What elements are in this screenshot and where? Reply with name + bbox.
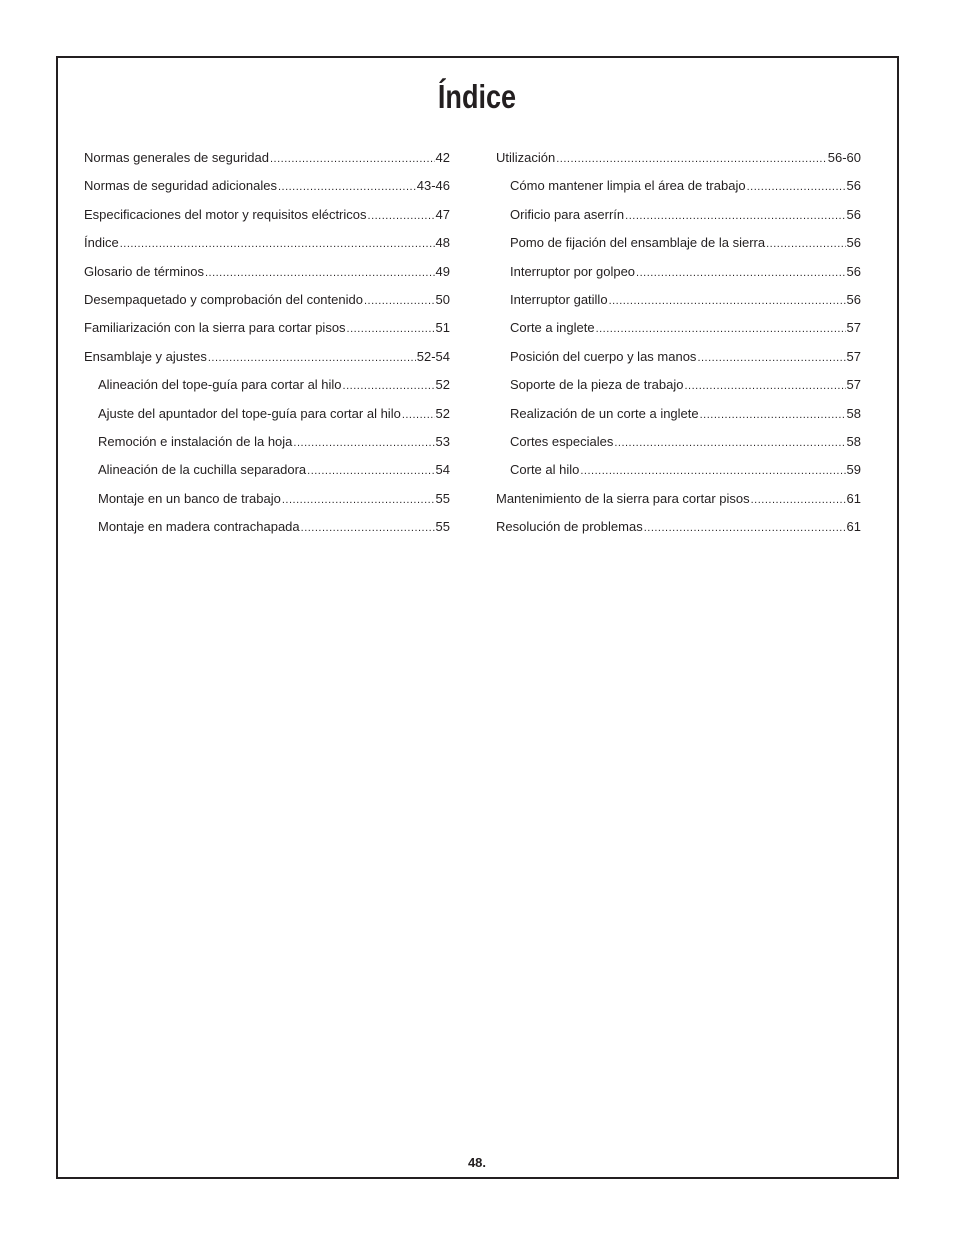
toc-leader-dots [700, 409, 846, 421]
toc-entry-label: Orificio para aserrín [510, 206, 625, 222]
toc-entry[interactable] [496, 491, 861, 519]
toc-entry-label: Resolución de problemas [496, 519, 643, 535]
toc-leader-dots [205, 267, 435, 279]
toc-entry-label: Mantenimiento de la sierra para cortar pisos [496, 490, 750, 506]
toc-entry-label: Normas generales de seguridad [84, 150, 269, 165]
toc-leader-dots [307, 465, 434, 477]
toc-entry-page: 42 [435, 150, 450, 165]
toc-entry-label: Interruptor por golpeo [510, 263, 636, 279]
toc-entry-page: 56 [846, 235, 861, 251]
toc-leader-dots [282, 494, 435, 506]
toc-entry-label: Utilización [496, 150, 556, 165]
toc-leader-dots [644, 522, 846, 534]
toc-entry-page: 55 [435, 519, 450, 535]
page-number: 48. [467, 1155, 487, 1170]
toc-entry[interactable] [496, 406, 861, 434]
page-title: Índice [437, 78, 517, 115]
toc-entry-label: Realización de un corte a inglete [510, 405, 699, 421]
toc-entry-page: 56-60 [827, 150, 861, 165]
toc-entry[interactable] [84, 349, 450, 377]
toc-entry-label: Ensamblaje y ajustes [84, 348, 207, 364]
toc-entry-label: Montaje en madera contrachapada [98, 519, 300, 535]
toc-leader-dots [347, 323, 435, 335]
toc-entry-page: 50 [435, 291, 450, 307]
toc-entry-page: 54 [435, 462, 450, 478]
toc-entry[interactable] [496, 434, 861, 462]
toc-entry[interactable] [84, 462, 450, 490]
toc-entry-page: 43-46 [416, 178, 450, 194]
toc-entry[interactable] [84, 207, 450, 235]
toc-entry-page: 48 [435, 235, 450, 251]
toc-entry-label: Cortes especiales [510, 433, 614, 449]
toc-entry-label: Pomo de fijación del ensamblaje de la sierra [510, 235, 766, 251]
toc-entry-label: Corte al hilo [510, 462, 580, 478]
toc-entry-label: Índice [84, 235, 119, 251]
toc-entry-label: Normas de seguridad adicionales [84, 178, 277, 194]
toc-entry-page: 56 [846, 263, 861, 279]
toc-entry[interactable] [496, 519, 861, 547]
toc-leader-dots [368, 210, 435, 222]
toc-entry-label: Desempaquetado y comprobación del contenido [84, 291, 363, 307]
toc-entry-page: 51 [435, 320, 450, 336]
toc-entry[interactable] [496, 178, 861, 206]
toc-entry-page: 53 [435, 433, 450, 449]
toc-entry-label: Posición del cuerpo y las manos [510, 348, 697, 364]
toc-entry-page: 61 [846, 490, 861, 506]
toc-right-column [496, 150, 861, 547]
toc-entry[interactable] [496, 349, 861, 377]
toc-leader-dots [301, 522, 435, 534]
toc-entry-page: 56 [846, 291, 861, 307]
toc-entry-page: 57 [846, 377, 861, 393]
toc-entry-label: Alineación del tope-guía para cortar al hilo [98, 377, 342, 393]
toc-leader-dots [208, 352, 416, 364]
toc-leader-dots [747, 181, 846, 193]
toc-entry-page: 58 [846, 433, 861, 449]
toc-leader-dots [364, 295, 435, 307]
toc-entry-label: Corte a inglete [510, 320, 595, 336]
toc-leader-dots [684, 380, 845, 392]
toc-leader-dots [402, 409, 435, 421]
toc-entry[interactable] [84, 178, 450, 206]
toc-entry-label: Remoción e instalación de la hoja [98, 433, 293, 449]
toc-entry-page: 52 [435, 405, 450, 421]
toc-entry[interactable] [496, 320, 861, 348]
toc-leader-dots [751, 494, 846, 506]
toc-entry-page: 61 [846, 519, 861, 535]
toc-leader-dots [636, 267, 846, 279]
toc-entry-page: 56 [846, 206, 861, 222]
toc-entry-page: 49 [435, 263, 450, 279]
toc-entry-page: 47 [435, 206, 450, 222]
toc-entry-page: 56 [846, 178, 861, 194]
toc-entry-page: 52 [435, 377, 450, 393]
toc-left-column [84, 150, 450, 547]
toc-entry[interactable] [84, 264, 450, 292]
toc-leader-dots [697, 352, 845, 364]
toc-entry[interactable] [84, 491, 450, 519]
toc-entry-page: 57 [846, 320, 861, 336]
toc-entry-label: Montaje en un banco de trabajo [98, 490, 281, 506]
toc-entry-page: 59 [846, 462, 861, 478]
toc-entry[interactable] [496, 264, 861, 292]
toc-entry[interactable] [496, 462, 861, 490]
toc-entry-page: 55 [435, 490, 450, 506]
toc-entry-page: 52-54 [416, 348, 450, 364]
toc-entry[interactable] [84, 292, 450, 320]
toc-leader-dots [625, 210, 845, 222]
toc-entry-label: Interruptor gatillo [510, 291, 608, 307]
toc-entry-label: Especificaciones del motor y requisitos eléctricos [84, 206, 367, 222]
toc-entry[interactable] [84, 150, 450, 178]
toc-entry[interactable] [84, 434, 450, 462]
toc-entry[interactable] [496, 235, 861, 263]
toc-leader-dots [580, 465, 845, 477]
toc-entry[interactable] [496, 207, 861, 235]
toc-entry-label: Soporte de la pieza de trabajo [510, 377, 684, 393]
toc-entry[interactable] [496, 150, 861, 178]
toc-entry-page: 57 [846, 348, 861, 364]
toc-entry-label: Cómo mantener limpia el área de trabajo [510, 178, 746, 194]
toc-leader-dots [766, 238, 845, 250]
toc-entry[interactable] [84, 320, 450, 348]
toc-leader-dots [278, 181, 416, 193]
toc-leader-dots [614, 437, 845, 449]
toc-entry[interactable] [84, 377, 450, 405]
toc-entry-label: Alineación de la cuchilla separadora [98, 462, 307, 478]
toc-leader-dots [270, 153, 435, 165]
toc-leader-dots [120, 238, 435, 250]
toc-entry-label: Ajuste del apuntador del tope-guía para cortar al hilo [98, 405, 401, 421]
toc-entry-label: Glosario de términos [84, 263, 204, 279]
toc-leader-dots [596, 323, 846, 335]
toc-entry[interactable] [84, 519, 450, 547]
toc-leader-dots [293, 437, 434, 449]
toc-entry[interactable] [496, 292, 861, 320]
toc-leader-dots [609, 295, 846, 307]
toc-entry[interactable] [496, 377, 861, 405]
toc-entry[interactable] [84, 235, 450, 263]
toc-entry-page: 58 [846, 405, 861, 421]
toc-leader-dots [556, 153, 827, 165]
toc-entry-label: Familiarización con la sierra para cortar pisos [84, 320, 346, 336]
toc-entry[interactable] [84, 406, 450, 434]
toc-leader-dots [343, 380, 435, 392]
